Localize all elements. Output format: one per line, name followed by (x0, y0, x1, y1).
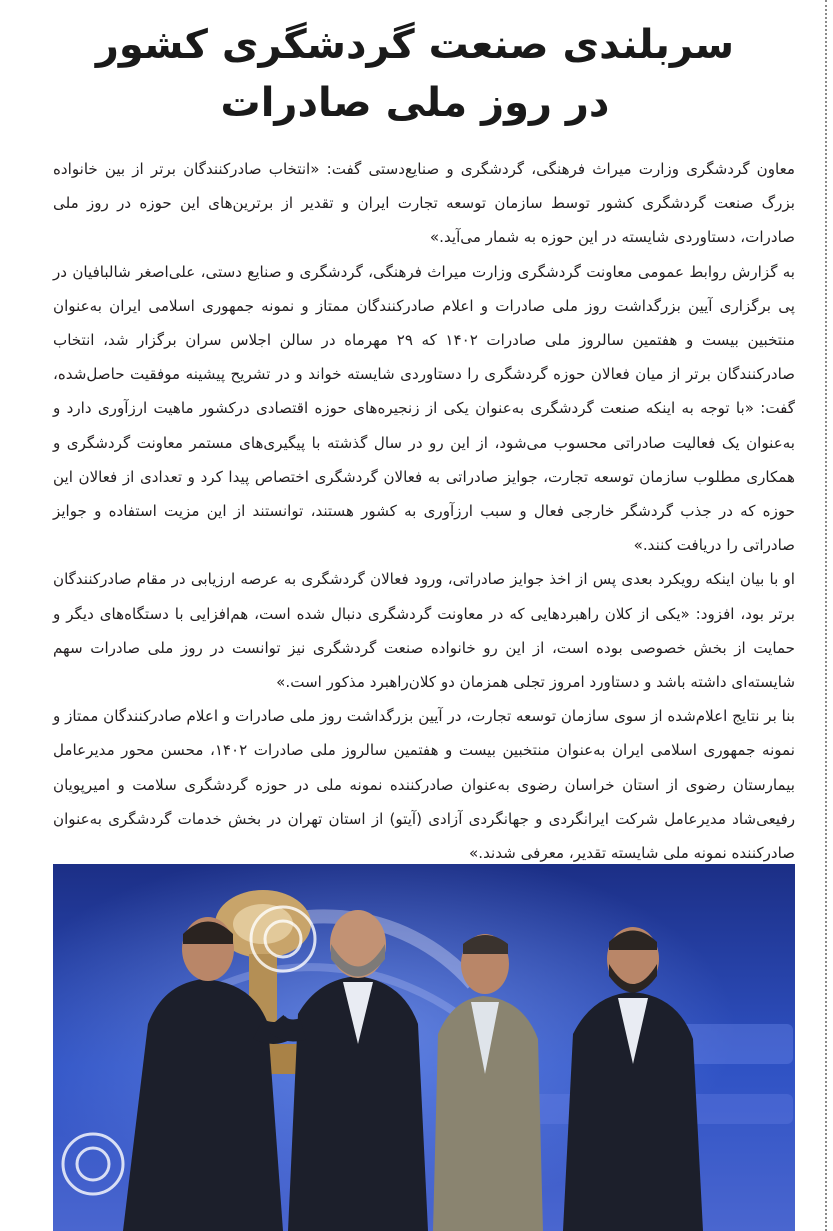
column-dotted-rule (825, 0, 827, 1231)
article-paragraph-3: او با بیان اینکه رویکرد بعدی پس از اخذ جوایز صادراتی، ورود فعالان گردشگری به عرصه ارزیابی در مقام صادرکنندگان برتر بود، افزود: «یکی از کلان راهبردهایی که در معاونت گردشگری دنبال شده است، هم‌افزایی با دستگاه‌های دیگر و حمایت از بخش خصوصی بوده است، از این رو خانواده صنعت گردشگری نیز توانست در روز ملی صادرات سهم شایسته‌ای داشته باشد و دستاورد امروز تجلی همزمان دو کلان‌راهبرد مذکور است.» (53, 570, 795, 692)
article-body (53, 152, 796, 863)
article-paragraph-4: بنا بر نتایج اعلام‌شده از سوی سازمان توسعه تجارت، در آیین بزرگداشت روز ملی صادرات و اعلام صادرکنندگان ممتاز و نمونه جمهوری اسلامی ایران به‌عنوان منتخبین بیست و هفتمین سالروز ملی صادرات ۱۴۰۲، محسن محور مدیرعامل بیمارستان رضوی از استان خراسان رضوی به‌عنوان صادرکننده نمونه ملی در حوزه گردشگری سلامت و امیرپویان رفیعی‌شاد مدیرعامل شرکت ایرانگردی و جهانگردی آزادی (آیتو) از استان تهران در بخش خدمات گردشگری به‌عنوان صادرکننده نمونه ملی شایسته تقدیر، معرفی شدند.» (53, 707, 795, 863)
headline-line-2: در روز ملی صادرات (220, 80, 610, 126)
headline-line-1: سربلندی صنعت گردشگری کشور (95, 22, 735, 68)
award-ceremony-photo (53, 864, 795, 1231)
headline (40, 16, 790, 132)
article-paragraph-1: معاون گردشگری وزارت میراث فرهنگی، گردشگری و صنایع‌دستی گفت: «انتخاب صادرکنندگان برتر از بین خانواده بزرگ صنعت گردشگری کشور توسط سازمان توسعه تجارت ایران و تقدیر از برترین‌های این حوزه در روز ملی صادرات، دستاوردی شایسته در این حوزه به شمار می‌آید.» (53, 160, 795, 247)
article-paragraph-2: به گزارش روابط عمومی معاونت گردشگری وزارت میراث فرهنگی، گردشگری و صنایع دستی، علی‌اصغر شالبافیان در پی برگزاری آیین بزرگداشت روز ملی صادرات و اعلام صادرکنندگان ممتاز و نمونه جمهوری اسلامی ایران به‌عنوان منتخبین بیست و هفتمین سالروز ملی صادرات ۱۴۰۲ که ۲۹ مهرماه در سالن اجلاس سران برگزار شد، انتخاب صادرکنندگان برتر از میان فعالان حوزه گردشگری را دستاوردی شایسته خواند و در تشریح پیشینه موفقیت حاصل‌شده، گفت: «با توجه به اینکه صنعت گردشگری به‌عنوان یکی از زنجیره‌های حوزه اقتصادی درکشور ماهیت ارزآوری دارد و به‌عنوان یک فعالیت صادراتی محسوب می‌شود، از این رو در سال گذشته با پیگیری‌های مستمر معاونت گردشگری و همکاری مطلوب سازمان توسعه تجارت، جوایز صادراتی به فعالان گردشگری اختصاص پیدا کرد و تعدادی از فعالان این حوزه که در جذب گردشگر خارجی فعال و سبب ارزآوری به کشور هستند، توانستند از این مزیت استفاده و جوایز صادراتی را دریافت کنند.» (53, 262, 796, 555)
